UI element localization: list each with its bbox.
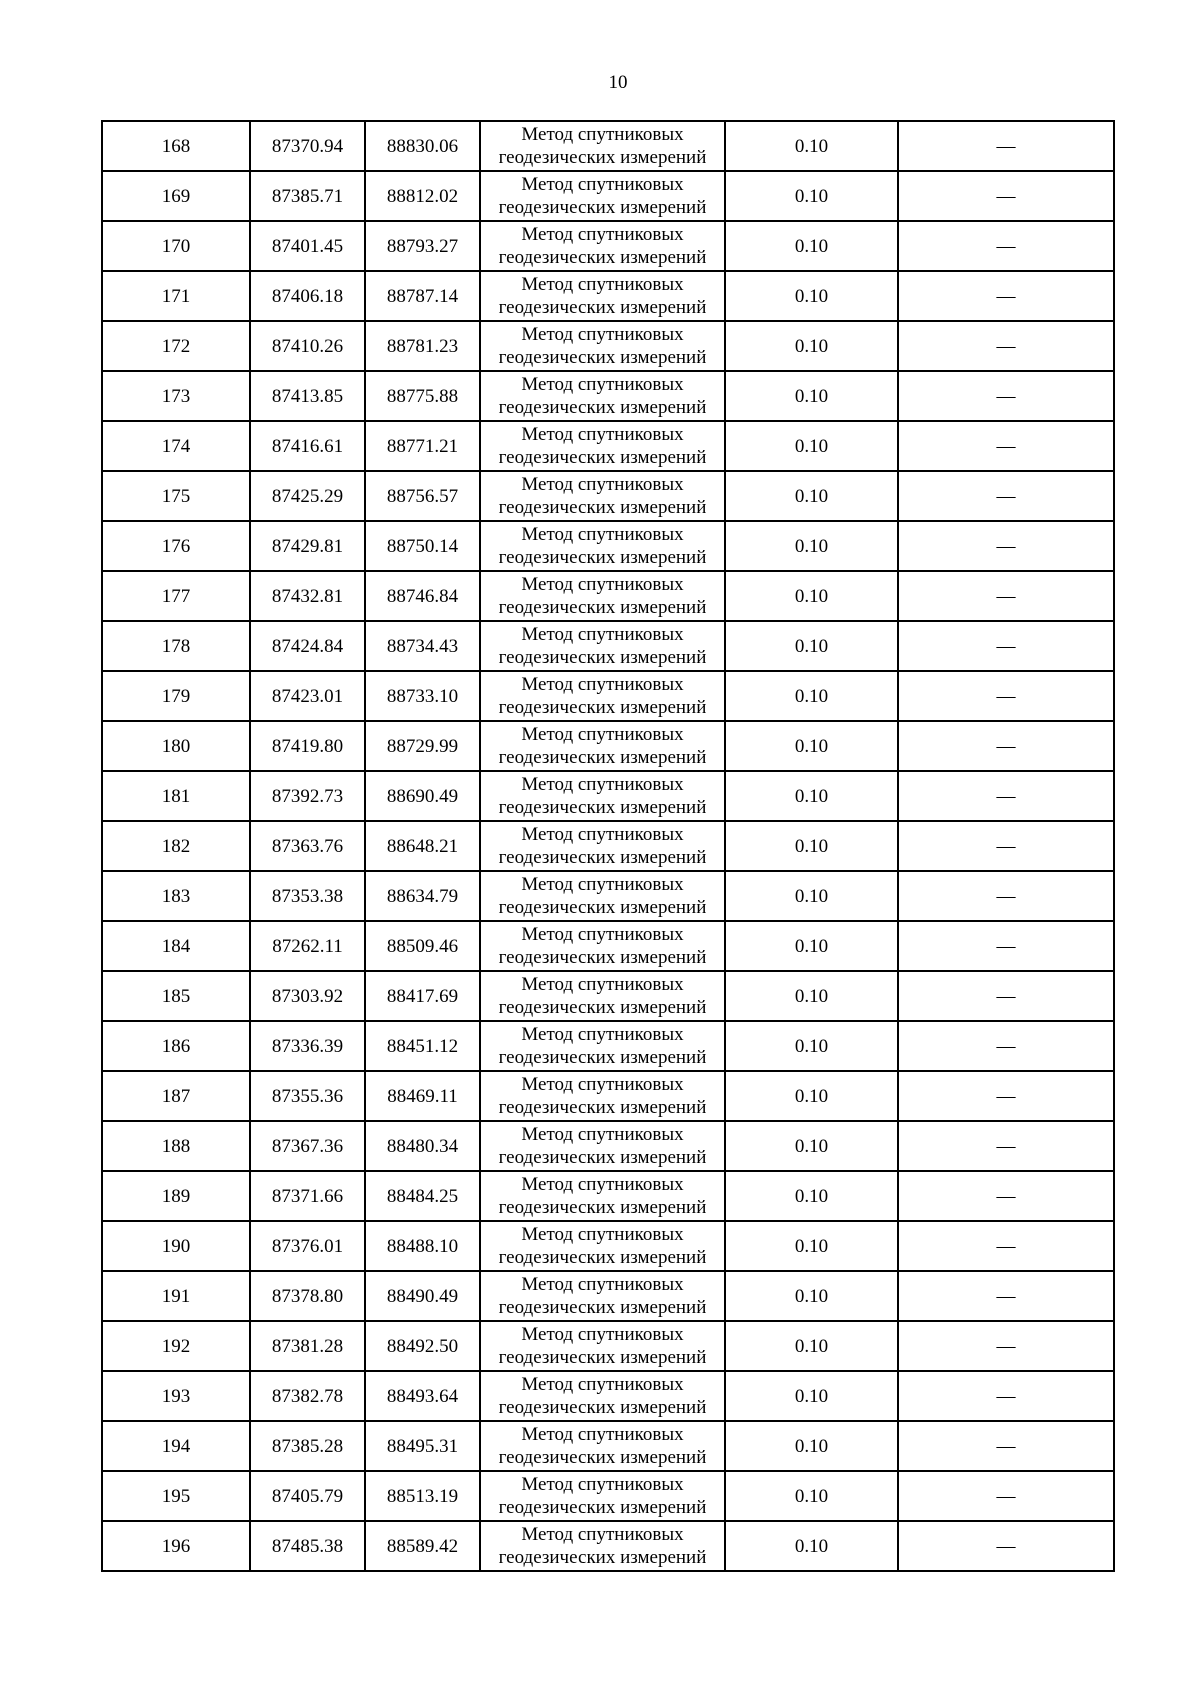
note-cell: — [898,221,1114,271]
note-cell: — [898,271,1114,321]
point-number-cell: 170 [102,221,250,271]
x-coordinate-cell: 87336.39 [250,1021,365,1071]
y-coordinate-cell: 88771.21 [365,421,480,471]
table-row [102,1071,1114,1121]
accuracy-cell: 0.10 [725,1121,898,1171]
method-line-1: Метод спутниковых [521,924,684,945]
accuracy-cell: 0.10 [725,971,898,1021]
table-row [102,1421,1114,1471]
method-line-2: геодезических измерений [498,1397,707,1418]
method-line-1: Метод спутниковых [521,1374,684,1395]
table-row [102,1021,1114,1071]
y-coordinate-cell: 88781.23 [365,321,480,371]
method-line-2: геодезических измерений [498,1447,707,1468]
table-row [102,771,1114,821]
method-line-2: геодезических измерений [498,347,707,368]
method-line-1: Метод спутниковых [521,1024,684,1045]
table-row [102,571,1114,621]
method-line-2: геодезических измерений [498,497,707,518]
method-cell [480,421,725,471]
point-number-cell: 177 [102,571,250,621]
method-line-2: геодезических измерений [498,697,707,718]
method-line-1: Метод спутниковых [521,574,684,595]
point-number-cell: 187 [102,1071,250,1121]
table-row [102,421,1114,471]
point-number-cell: 184 [102,921,250,971]
accuracy-cell: 0.10 [725,1271,898,1321]
accuracy-cell: 0.10 [725,271,898,321]
note-cell: — [898,1471,1114,1521]
note-cell: — [898,171,1114,221]
x-coordinate-cell: 87376.01 [250,1221,365,1271]
accuracy-cell: 0.10 [725,671,898,721]
table-row [102,221,1114,271]
x-coordinate-cell: 87392.73 [250,771,365,821]
method-line-2: геодезических измерений [498,397,707,418]
method-line-1: Метод спутниковых [521,1524,684,1545]
method-cell [480,1371,725,1421]
table-row [102,1471,1114,1521]
x-coordinate-cell: 87405.79 [250,1471,365,1521]
x-coordinate-cell: 87385.71 [250,171,365,221]
method-line-1: Метод спутниковых [521,774,684,795]
method-line-1: Метод спутниковых [521,1324,684,1345]
x-coordinate-cell: 87262.11 [250,921,365,971]
method-line-2: геодезических измерений [498,1247,707,1268]
table-row [102,171,1114,221]
accuracy-cell: 0.10 [725,621,898,671]
method-line-2: геодезических измерений [498,797,707,818]
y-coordinate-cell: 88495.31 [365,1421,480,1471]
note-cell: — [898,1271,1114,1321]
x-coordinate-cell: 87370.94 [250,121,365,171]
y-coordinate-cell: 88775.88 [365,371,480,421]
method-line-1: Метод спутниковых [521,874,684,895]
table-row [102,971,1114,1021]
method-cell [480,621,725,671]
method-cell [480,671,725,721]
point-number-cell: 171 [102,271,250,321]
point-number-cell: 183 [102,871,250,921]
point-number-cell: 178 [102,621,250,671]
accuracy-cell: 0.10 [725,1371,898,1421]
point-number-cell: 194 [102,1421,250,1471]
method-cell [480,1321,725,1371]
table-row [102,471,1114,521]
y-coordinate-cell: 88734.43 [365,621,480,671]
point-number-cell: 173 [102,371,250,421]
y-coordinate-cell: 88488.10 [365,1221,480,1271]
method-line-2: геодезических измерений [498,747,707,768]
method-cell [480,471,725,521]
table-row [102,371,1114,421]
method-line-2: геодезических измерений [498,1347,707,1368]
method-cell [480,1021,725,1071]
y-coordinate-cell: 88509.46 [365,921,480,971]
note-cell: — [898,1421,1114,1471]
accuracy-cell: 0.10 [725,871,898,921]
method-line-2: геодезических измерений [498,897,707,918]
accuracy-cell: 0.10 [725,1321,898,1371]
table-row [102,521,1114,571]
point-number-cell: 191 [102,1271,250,1321]
y-coordinate-cell: 88634.79 [365,871,480,921]
method-line-2: геодезических измерений [498,547,707,568]
y-coordinate-cell: 88484.25 [365,1171,480,1221]
table-row [102,821,1114,871]
point-number-cell: 196 [102,1521,250,1571]
note-cell: — [898,1021,1114,1071]
method-line-1: Метод спутниковых [521,674,684,695]
accuracy-cell: 0.10 [725,821,898,871]
table-row [102,671,1114,721]
table-row [102,1321,1114,1371]
x-coordinate-cell: 87485.38 [250,1521,365,1571]
method-cell [480,1421,725,1471]
accuracy-cell: 0.10 [725,771,898,821]
x-coordinate-cell: 87371.66 [250,1171,365,1221]
note-cell: — [898,371,1114,421]
method-line-1: Метод спутниковых [521,524,684,545]
method-line-2: геодезических измерений [498,1197,707,1218]
accuracy-cell: 0.10 [725,421,898,471]
x-coordinate-cell: 87382.78 [250,1371,365,1421]
note-cell: — [898,721,1114,771]
y-coordinate-cell: 88746.84 [365,571,480,621]
accuracy-cell: 0.10 [725,221,898,271]
table-row [102,871,1114,921]
method-line-2: геодезических измерений [498,947,707,968]
note-cell: — [898,1071,1114,1121]
y-coordinate-cell: 88793.27 [365,221,480,271]
table-row [102,1171,1114,1221]
y-coordinate-cell: 88812.02 [365,171,480,221]
table-row [102,321,1114,371]
y-coordinate-cell: 88417.69 [365,971,480,1021]
note-cell: — [898,1221,1114,1271]
point-number-cell: 174 [102,421,250,471]
note-cell: — [898,1371,1114,1421]
point-number-cell: 179 [102,671,250,721]
method-line-2: геодезических измерений [498,1047,707,1068]
y-coordinate-cell: 88492.50 [365,1321,480,1371]
x-coordinate-cell: 87363.76 [250,821,365,871]
x-coordinate-cell: 87416.61 [250,421,365,471]
x-coordinate-cell: 87419.80 [250,721,365,771]
coordinates-table [101,120,1115,1572]
point-number-cell: 172 [102,321,250,371]
accuracy-cell: 0.10 [725,521,898,571]
y-coordinate-cell: 88690.49 [365,771,480,821]
method-line-1: Метод спутниковых [521,1174,684,1195]
y-coordinate-cell: 88589.42 [365,1521,480,1571]
method-line-1: Метод спутниковых [521,1424,684,1445]
y-coordinate-cell: 88513.19 [365,1471,480,1521]
note-cell: — [898,121,1114,171]
method-line-1: Метод спутниковых [521,1124,684,1145]
method-cell [480,721,725,771]
x-coordinate-cell: 87378.80 [250,1271,365,1321]
method-line-2: геодезических измерений [498,1547,707,1568]
table-row [102,1521,1114,1571]
point-number-cell: 192 [102,1321,250,1371]
table-row [102,1221,1114,1271]
x-coordinate-cell: 87303.92 [250,971,365,1021]
method-line-1: Метод спутниковых [521,224,684,245]
accuracy-cell: 0.10 [725,1521,898,1571]
page-number: 10 [608,72,628,93]
method-line-2: геодезических измерений [498,447,707,468]
y-coordinate-cell: 88733.10 [365,671,480,721]
x-coordinate-cell: 87425.29 [250,471,365,521]
method-cell [480,971,725,1021]
note-cell: — [898,1121,1114,1171]
method-line-2: геодезических измерений [498,1497,707,1518]
method-line-1: Метод спутниковых [521,1274,684,1295]
method-cell [480,571,725,621]
x-coordinate-cell: 87424.84 [250,621,365,671]
method-cell [480,1471,725,1521]
note-cell: — [898,821,1114,871]
point-number-cell: 169 [102,171,250,221]
note-cell: — [898,971,1114,1021]
accuracy-cell: 0.10 [725,121,898,171]
accuracy-cell: 0.10 [725,1021,898,1071]
method-line-2: геодезических измерений [498,647,707,668]
method-cell [480,1271,725,1321]
method-cell [480,171,725,221]
table-row [102,1271,1114,1321]
y-coordinate-cell: 88469.11 [365,1071,480,1121]
method-cell [480,1171,725,1221]
method-line-1: Метод спутниковых [521,624,684,645]
method-line-1: Метод спутниковых [521,124,684,145]
note-cell: — [898,621,1114,671]
table-row [102,1121,1114,1171]
accuracy-cell: 0.10 [725,1221,898,1271]
accuracy-cell: 0.10 [725,1421,898,1471]
note-cell: — [898,871,1114,921]
method-cell [480,371,725,421]
point-number-cell: 176 [102,521,250,571]
note-cell: — [898,521,1114,571]
accuracy-cell: 0.10 [725,1071,898,1121]
method-line-1: Метод спутниковых [521,324,684,345]
method-cell [480,921,725,971]
method-cell [480,1071,725,1121]
y-coordinate-cell: 88648.21 [365,821,480,871]
method-cell [480,771,725,821]
method-line-2: геодезических измерений [498,1097,707,1118]
y-coordinate-cell: 88756.57 [365,471,480,521]
method-line-1: Метод спутниковых [521,974,684,995]
method-line-2: геодезических измерений [498,297,707,318]
method-cell [480,221,725,271]
y-coordinate-cell: 88480.34 [365,1121,480,1171]
method-line-1: Метод спутниковых [521,374,684,395]
point-number-cell: 175 [102,471,250,521]
y-coordinate-cell: 88750.14 [365,521,480,571]
method-line-2: геодезических измерений [498,247,707,268]
x-coordinate-cell: 87429.81 [250,521,365,571]
note-cell: — [898,1321,1114,1371]
method-cell [480,521,725,571]
note-cell: — [898,771,1114,821]
note-cell: — [898,1521,1114,1571]
table-row [102,121,1114,171]
y-coordinate-cell: 88729.99 [365,721,480,771]
accuracy-cell: 0.10 [725,171,898,221]
method-line-1: Метод спутниковых [521,424,684,445]
method-line-2: геодезических измерений [498,597,707,618]
method-line-2: геодезических измерений [498,197,707,218]
method-cell [480,321,725,371]
method-line-2: геодезических измерений [498,1297,707,1318]
method-line-2: геодезических измерений [498,997,707,1018]
point-number-cell: 188 [102,1121,250,1171]
x-coordinate-cell: 87385.28 [250,1421,365,1471]
table-row [102,1371,1114,1421]
point-number-cell: 180 [102,721,250,771]
method-line-1: Метод спутниковых [521,1074,684,1095]
note-cell: — [898,671,1114,721]
method-cell [480,1121,725,1171]
x-coordinate-cell: 87381.28 [250,1321,365,1371]
accuracy-cell: 0.10 [725,721,898,771]
method-line-1: Метод спутниковых [521,824,684,845]
method-line-1: Метод спутниковых [521,274,684,295]
method-cell [480,121,725,171]
method-line-1: Метод спутниковых [521,1474,684,1495]
y-coordinate-cell: 88493.64 [365,1371,480,1421]
method-line-1: Метод спутниковых [521,1224,684,1245]
accuracy-cell: 0.10 [725,471,898,521]
point-number-cell: 190 [102,1221,250,1271]
x-coordinate-cell: 87423.01 [250,671,365,721]
y-coordinate-cell: 88787.14 [365,271,480,321]
point-number-cell: 185 [102,971,250,1021]
method-line-1: Метод спутниковых [521,174,684,195]
accuracy-cell: 0.10 [725,571,898,621]
x-coordinate-cell: 87410.26 [250,321,365,371]
x-coordinate-cell: 87401.45 [250,221,365,271]
method-cell [480,871,725,921]
x-coordinate-cell: 87367.36 [250,1121,365,1171]
note-cell: — [898,921,1114,971]
note-cell: — [898,1171,1114,1221]
x-coordinate-cell: 87432.81 [250,571,365,621]
table-row [102,621,1114,671]
method-line-1: Метод спутниковых [521,724,684,745]
table-row [102,721,1114,771]
x-coordinate-cell: 87353.38 [250,871,365,921]
point-number-cell: 189 [102,1171,250,1221]
y-coordinate-cell: 88830.06 [365,121,480,171]
note-cell: — [898,421,1114,471]
table-row [102,271,1114,321]
y-coordinate-cell: 88490.49 [365,1271,480,1321]
method-cell [480,821,725,871]
method-cell [480,1521,725,1571]
accuracy-cell: 0.10 [725,1171,898,1221]
point-number-cell: 182 [102,821,250,871]
method-line-1: Метод спутниковых [521,474,684,495]
method-line-2: геодезических измерений [498,847,707,868]
point-number-cell: 193 [102,1371,250,1421]
table-row [102,921,1114,971]
point-number-cell: 186 [102,1021,250,1071]
point-number-cell: 195 [102,1471,250,1521]
accuracy-cell: 0.10 [725,371,898,421]
point-number-cell: 168 [102,121,250,171]
y-coordinate-cell: 88451.12 [365,1021,480,1071]
accuracy-cell: 0.10 [725,1471,898,1521]
x-coordinate-cell: 87406.18 [250,271,365,321]
x-coordinate-cell: 87413.85 [250,371,365,421]
method-line-2: геодезических измерений [498,147,707,168]
method-line-2: геодезических измерений [498,1147,707,1168]
accuracy-cell: 0.10 [725,921,898,971]
note-cell: — [898,321,1114,371]
point-number-cell: 181 [102,771,250,821]
method-cell [480,1221,725,1271]
method-cell [480,271,725,321]
x-coordinate-cell: 87355.36 [250,1071,365,1121]
accuracy-cell: 0.10 [725,321,898,371]
note-cell: — [898,571,1114,621]
note-cell: — [898,471,1114,521]
